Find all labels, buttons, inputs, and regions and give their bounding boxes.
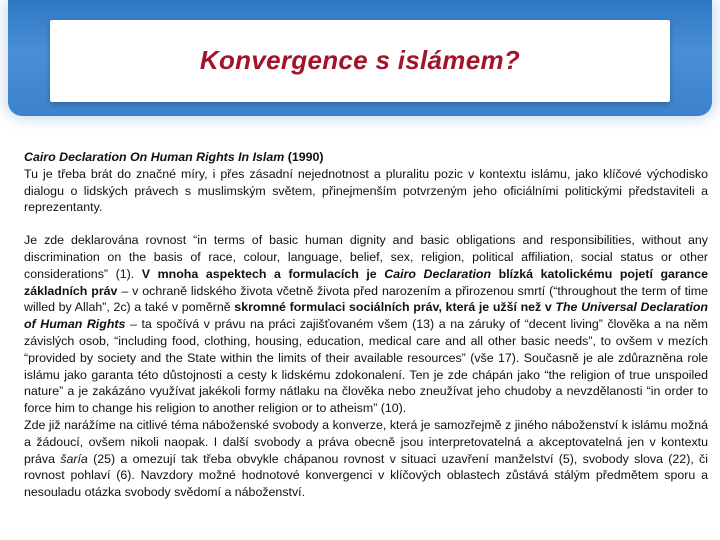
paragraph-text: – ta spočívá v právu na práci zajišťovaném všem (13) a na záruky of “decent living” člověka a na něm závislých osob, “including food, clothing, housing, education, medical care and all other basic needs”, to ovšem v mezích “provided by society and the State within the limits of their available resources” (vše 17). Současně je ale zdůrazněna role islámu jako garanta této důstojnosti a cesty k lidskému zdokonalení. Ten je zde chápán jako “the religion of true unspoiled nature” a je zakázáno využívat jakékoli formy nátlaku na člověka nebo zneužívat jeho chudoby a nevzdělanosti “in order to force him to change his religion to another religion or to atheism” (10). (24, 317, 708, 416)
bold-text: skromné formulaci sociálních práv, která je užší než v (234, 300, 556, 315)
paragraph-text: Zde již narážíme na citlivé téma náboženské svobody a konverze, která je samozřejmě z jiného náboženství k islámu možná a žádoucí, ovšem nikoli naopak. I další svobody a práva obecně jsou interpretovatelná a akceptovatelná jen v kontextu práva (24, 417, 708, 466)
paragraph-text: – v ochraně lidského života včetně života před narozením a přirozenou smrtí (“throughout the term of time willed by Allah”, 2c) a také v poměrně (24, 283, 708, 315)
declaration-year: (1990) (284, 150, 324, 164)
declaration-name: Cairo Declaration On Human Rights In Islam (24, 150, 285, 164)
slide-body (24, 149, 708, 501)
slide-title: Konvergence s islámem? (199, 45, 521, 75)
italic-text: šaría (60, 451, 88, 466)
title-box (50, 20, 670, 102)
bold-italic-text: The Universal Declaration of Human Rights (24, 300, 708, 332)
bold-text: V mnoha aspektech a formulacích je (141, 266, 385, 281)
paragraph-text: (25) a omezují tak třeba obvykle chápanou rovnost v situaci uzavření manželství (5), svobody slova (22), či rovnost pohlaví (6). Navzdory možné hodnotové konvergenci v klíčových oblastech zůstává stálým předmětem sporu a nesouladu otázka svobody svědomí a náboženství. (24, 451, 708, 500)
paragraph-cairo-declaration (24, 149, 708, 216)
paragraph-religious-freedom (24, 417, 708, 501)
bold-text: blízká katolickému pojetí garance základních práv (24, 266, 708, 298)
paragraph-text: Tu je třeba brát do značné míry, i přes zásadní nejednotnost a pluralitu pozic v kontextu islámu, jako klíčové východisko dialogu o lidských právech s muslimským světem, přinejmenším potvrzeným jeho oficiálními politickými představiteli a reprezentanty. (24, 166, 708, 215)
bold-italic-text: Cairo Declaration (384, 266, 492, 281)
paragraph-text: Je zde deklarována rovnost “in terms of basic human dignity and basic obligations and responsibilities, without any discrimination on the basis of race, colour, language, belief, sex, religion, political affiliation, social status or other considerations” (1). (24, 233, 708, 281)
paragraph-equality (24, 232, 708, 417)
